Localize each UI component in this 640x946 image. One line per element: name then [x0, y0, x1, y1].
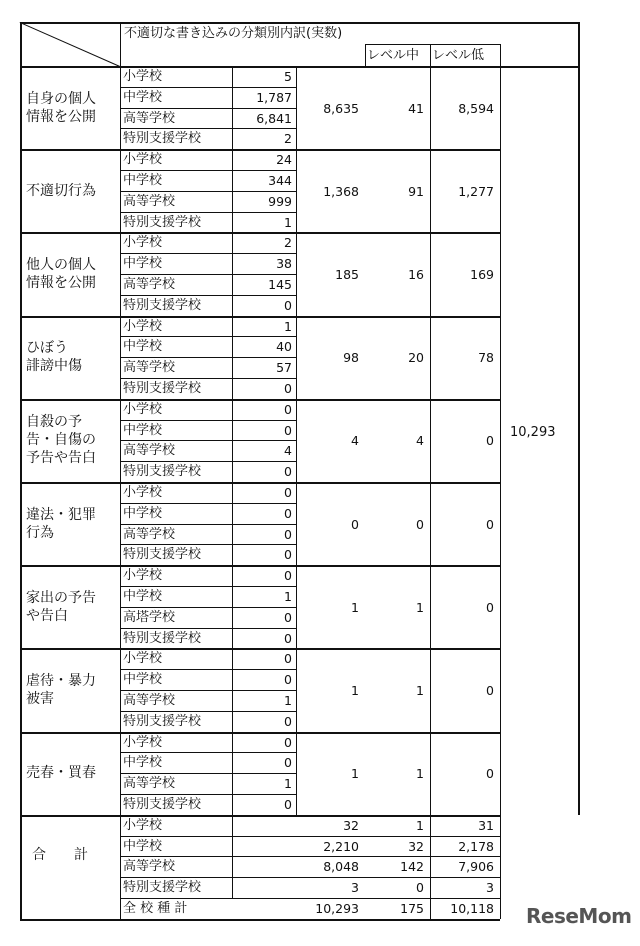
school-count: 0 [284, 401, 292, 417]
category-level-low: 0 [486, 433, 494, 449]
category-label: 自身の個人 [26, 90, 96, 107]
school-count: 0 [284, 505, 292, 521]
table-left-border [20, 22, 22, 919]
school-name: 小学校 [123, 401, 163, 417]
school-name: 特別支援学校 [123, 464, 202, 480]
school-name: 高等学校 [123, 277, 176, 292]
school-count: 1 [284, 214, 292, 230]
category-level-mid: 1 [416, 766, 424, 782]
category-label: 違法・犯罪 [26, 506, 96, 523]
totals-school-low: 2,178 [458, 838, 494, 854]
grand-total-value: 10,293 [510, 424, 556, 440]
all-schools-mid: 175 [400, 901, 424, 916]
school-name: 小学校 [123, 568, 163, 584]
school-row-line [120, 440, 296, 441]
school-row-line [120, 628, 296, 629]
column-level-low: レベル低 [432, 48, 485, 63]
school-count: 0 [284, 381, 292, 396]
school-row-line [120, 212, 296, 213]
school-row-line [120, 461, 296, 462]
school-row-line [120, 295, 296, 296]
totals-row-line [120, 836, 500, 837]
school-row-line [120, 357, 296, 358]
school-count: 0 [284, 630, 292, 646]
school-name: 中学校 [123, 89, 163, 105]
school-count: 1 [284, 589, 292, 604]
totals-school-total: 3 [351, 880, 359, 896]
school-name: 特別支援学校 [123, 547, 202, 563]
school-row-line [120, 524, 296, 525]
category-label: 情報を公開 [26, 108, 96, 125]
school-count: 57 [276, 360, 292, 376]
school-name: 中学校 [123, 672, 163, 688]
school-row-line [120, 586, 296, 587]
logo-text: ReseMom [526, 904, 632, 928]
totals-school-total: 2,210 [323, 838, 359, 854]
school-count: 145 [268, 277, 292, 292]
category-total: 98 [343, 350, 359, 366]
totals-row-line [120, 856, 500, 857]
school-row-line [120, 191, 296, 192]
totals-school-name: 特別支援学校 [123, 880, 202, 896]
school-count: 0 [284, 547, 292, 563]
totals-label: 合 計 [32, 847, 88, 864]
school-count: 0 [284, 485, 292, 500]
category-level-low: 0 [486, 683, 494, 698]
school-count: 2 [284, 235, 292, 251]
school-name: 小学校 [123, 734, 163, 750]
school-count: 0 [284, 755, 292, 771]
school-count: 1 [284, 693, 292, 708]
category-level-mid: 1 [416, 683, 424, 698]
school-name: 中学校 [123, 339, 163, 355]
school-row-line [120, 711, 296, 712]
category-label: 売春・買春 [26, 765, 96, 782]
school-name: 高塔学校 [123, 609, 176, 625]
level-header-line [365, 44, 500, 45]
category-level-low: 78 [478, 350, 494, 366]
category-label: 被害 [26, 691, 54, 707]
school-row-line [120, 544, 296, 545]
school-name: 高等学校 [123, 776, 176, 792]
category-label: や告白 [26, 607, 68, 624]
category-level-mid: 0 [416, 516, 424, 532]
school-name: 高等学校 [123, 693, 176, 708]
school-count: 0 [284, 609, 292, 625]
category-label: 自殺の予 [26, 414, 82, 431]
totals-school-low: 31 [478, 817, 494, 833]
school-name: 特別支援学校 [123, 381, 202, 396]
resemom-logo [526, 904, 631, 928]
school-name: 高等学校 [123, 443, 176, 459]
school-name: 特別支援学校 [123, 797, 202, 812]
category-total: 8,635 [323, 100, 359, 116]
level-mid-left [365, 44, 366, 66]
school-count: 0 [284, 568, 292, 584]
school-name: 中学校 [123, 173, 163, 188]
category-label: 家出の予告 [26, 589, 96, 606]
category-level-mid: 4 [416, 433, 424, 449]
school-name: 中学校 [123, 755, 163, 771]
school-count: 0 [284, 422, 292, 438]
category-label: 情報を公開 [26, 275, 96, 291]
category-level-low: 0 [486, 766, 494, 782]
school-name: 高等学校 [123, 110, 176, 126]
school-count: 1 [284, 318, 292, 334]
totals-bottom-border [20, 919, 500, 921]
table-right-border [578, 22, 580, 815]
category-total: 1,368 [323, 183, 359, 199]
school-row-line [120, 108, 296, 109]
totals-school-total: 32 [343, 817, 359, 833]
table-top-border [20, 22, 580, 24]
school-name: 特別支援学校 [123, 713, 202, 729]
school-row-line [120, 669, 296, 670]
school-row-line [120, 336, 296, 337]
school-count: 0 [284, 713, 292, 729]
category-label: 虐待・暴力 [26, 673, 96, 689]
school-name: 小学校 [123, 235, 163, 251]
school-name: 小学校 [123, 485, 163, 500]
category-label: 告・自傷の [26, 432, 96, 449]
school-count: 0 [284, 651, 292, 667]
totals-school-mid: 0 [416, 880, 424, 896]
school-row-line [120, 420, 296, 421]
school-count: 0 [284, 526, 292, 542]
category-level-low: 0 [486, 516, 494, 532]
school-name: 小学校 [123, 318, 163, 334]
category-total: 1 [351, 683, 359, 698]
header-bottom-border [20, 66, 580, 68]
school-count: 0 [284, 464, 292, 480]
school-row-line [120, 503, 296, 504]
header-title: 不適切な書き込みの分類別内訳(実数) [124, 26, 343, 41]
school-name: 特別支援学校 [123, 297, 202, 313]
category-total: 4 [351, 433, 359, 449]
school-name: 中学校 [123, 422, 163, 438]
category-label: 予告や告白 [26, 450, 96, 467]
school-name: 特別支援学校 [123, 131, 202, 147]
school-name: 高等学校 [123, 526, 176, 542]
school-count: 5 [284, 69, 292, 84]
school-name: 小学校 [123, 69, 163, 84]
category-level-mid: 16 [408, 267, 424, 282]
category-level-mid: 20 [408, 350, 424, 366]
school-count: 38 [276, 256, 292, 272]
school-count: 24 [276, 152, 292, 168]
school-name: 小学校 [123, 651, 163, 667]
totals-school-total: 8,048 [323, 859, 359, 875]
category-total: 185 [335, 267, 359, 282]
category-label: 誹謗中傷 [26, 358, 82, 375]
category-level-mid: 1 [416, 599, 424, 615]
school-count: 344 [268, 173, 292, 188]
category-level-low: 169 [470, 267, 494, 282]
school-row-line [120, 752, 296, 753]
totals-school-low: 3 [486, 880, 494, 896]
category-level-low: 0 [486, 599, 494, 615]
category-total: 1 [351, 766, 359, 782]
totals-row-line [120, 898, 500, 899]
category-label: ひぼう [26, 340, 68, 357]
school-row-line [120, 773, 296, 774]
school-row-line [120, 274, 296, 275]
totals-school-mid: 1 [416, 817, 424, 833]
category-label: 他人の個人 [26, 257, 96, 273]
school-name: 中学校 [123, 589, 163, 604]
school-count: 1 [284, 776, 292, 792]
totals-row-line [120, 877, 500, 878]
category-label: 不適切行為 [26, 182, 96, 199]
school-row-line [120, 378, 296, 379]
category-total: 1 [351, 599, 359, 615]
school-row-line [120, 794, 296, 795]
classification-table [20, 22, 580, 930]
category-level-low: 8,594 [458, 100, 494, 116]
school-row-line [120, 87, 296, 88]
school-name: 高等学校 [123, 360, 176, 376]
category-level-low: 1,277 [458, 183, 494, 199]
all-schools-label: 全 校 種 計 [123, 901, 188, 916]
school-name: 特別支援学校 [123, 630, 202, 646]
school-count: 6,841 [256, 110, 292, 126]
school-row-line [120, 253, 296, 254]
school-name: 特別支援学校 [123, 214, 202, 230]
school-count: 2 [284, 131, 292, 147]
totals-school-low: 7,906 [458, 859, 494, 875]
school-name: 中学校 [123, 505, 163, 521]
header-diagonal-line [20, 22, 120, 67]
category-level-mid: 41 [408, 100, 424, 116]
school-count: 0 [284, 734, 292, 750]
label-column-border [120, 22, 121, 919]
totals-school-mid: 32 [408, 838, 424, 854]
school-row-line [120, 607, 296, 608]
school-row-line [120, 170, 296, 171]
all-schools-low: 10,118 [450, 901, 494, 916]
column-level-mid: レベル中 [367, 48, 420, 63]
school-name: 高等学校 [123, 193, 176, 209]
level-low-right [500, 44, 501, 919]
school-count: 40 [276, 339, 292, 355]
school-name: 小学校 [123, 152, 163, 168]
totals-school-name: 中学校 [123, 838, 163, 854]
school-count: 0 [284, 672, 292, 688]
category-total: 0 [351, 516, 359, 532]
totals-school-mid: 142 [400, 859, 424, 875]
school-count: 0 [284, 297, 292, 313]
school-row-line [120, 690, 296, 691]
category-label: 行為 [26, 524, 54, 541]
school-name: 中学校 [123, 256, 163, 272]
school-count: 4 [284, 443, 292, 459]
school-row-line [120, 128, 296, 129]
totals-school-name: 高等学校 [123, 859, 176, 875]
school-count: 0 [284, 797, 292, 812]
school-count: 1,787 [256, 89, 292, 105]
totals-school-name: 小学校 [123, 817, 163, 833]
school-count: 999 [268, 193, 292, 209]
category-level-mid: 91 [408, 183, 424, 199]
all-schools-total: 10,293 [315, 901, 359, 916]
